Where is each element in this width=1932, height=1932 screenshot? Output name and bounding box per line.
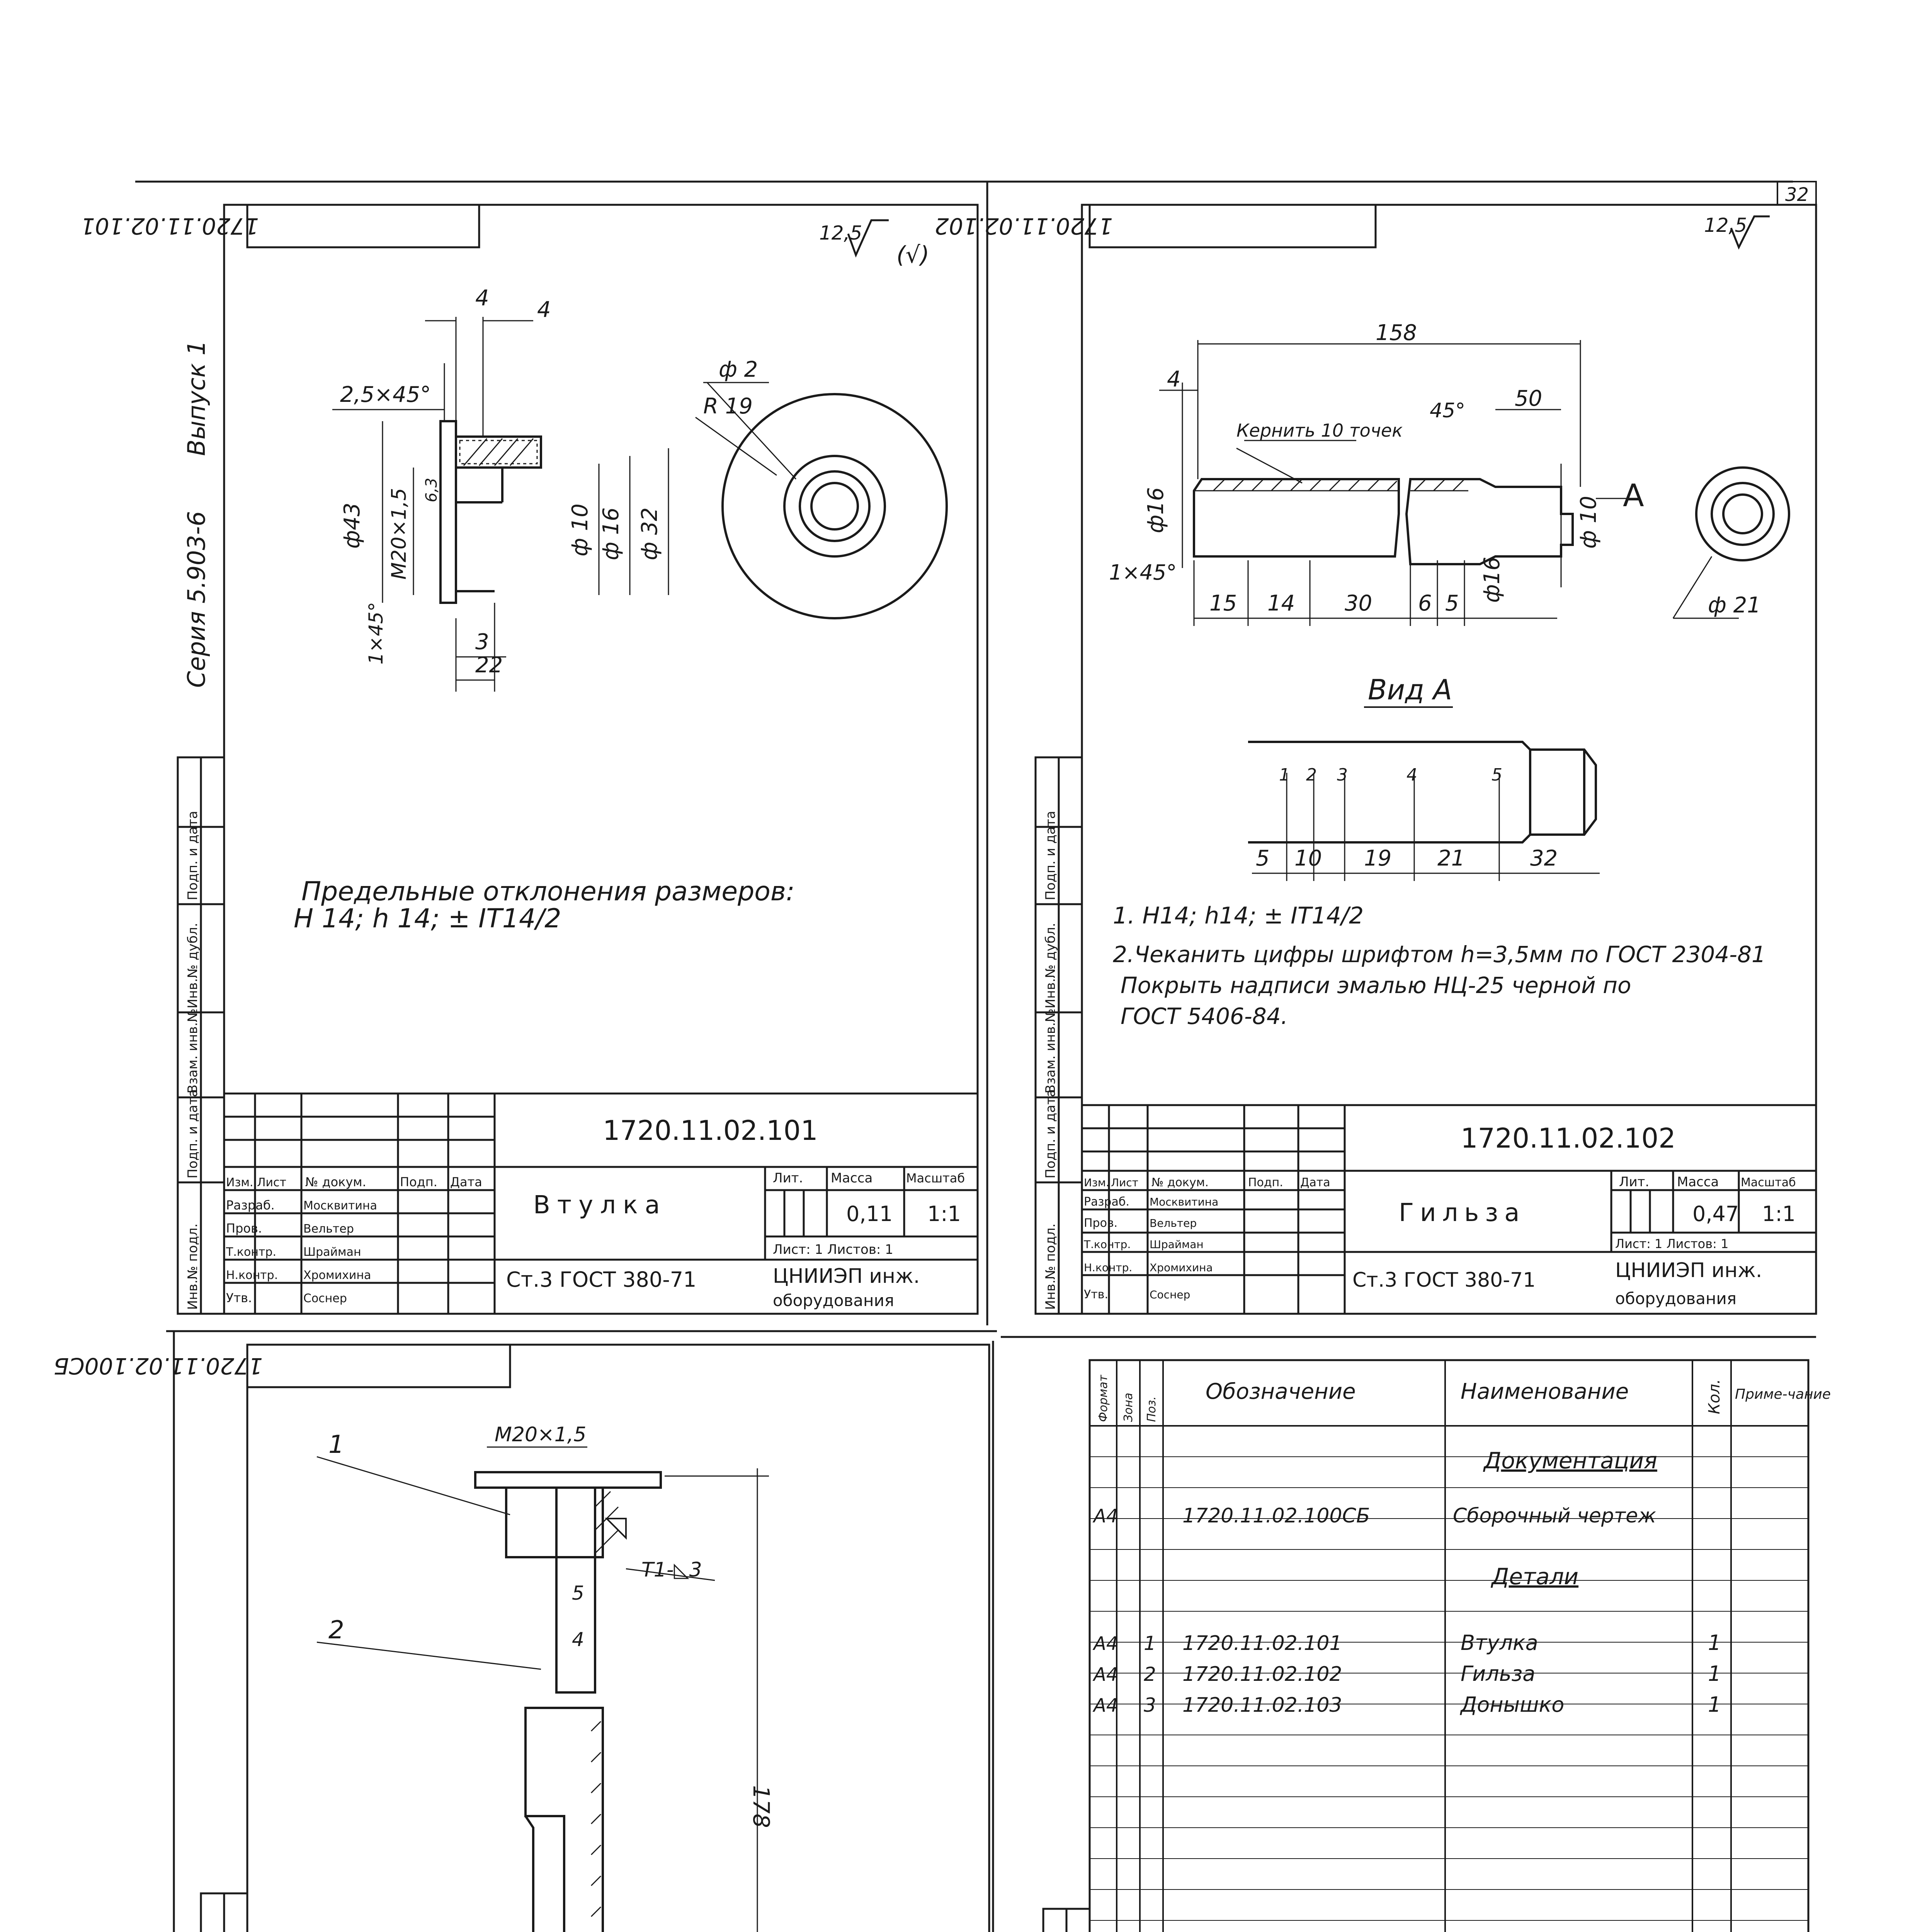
strip-inv-dubl-q2: Инв.№ дубл. bbox=[1043, 923, 1058, 1009]
dim-l3: 3 bbox=[475, 629, 489, 655]
value-razrab: Москвитина bbox=[303, 1199, 378, 1213]
mark-4: 4 bbox=[572, 1628, 584, 1651]
stamp-code-box bbox=[81, 205, 479, 247]
dim-chamfer-bottom: 1×45° bbox=[365, 602, 387, 665]
text-label: 1 bbox=[1708, 1692, 1721, 1717]
block-org-2: оборудования bbox=[773, 1291, 895, 1310]
dim-l14: 14 bbox=[1267, 591, 1295, 616]
bushing-section bbox=[440, 421, 541, 603]
strip-vzam-inv: Взам. инв.№ bbox=[185, 1008, 201, 1094]
label-prov: Пров. bbox=[226, 1221, 262, 1236]
text-label: 1 bbox=[1708, 1662, 1721, 1686]
block-material: Ст.3 ГОСТ 380-71 bbox=[506, 1267, 697, 1292]
dim-l6: 6 bbox=[1418, 591, 1432, 616]
text-label: 1720.11.02.100СБ bbox=[53, 1353, 263, 1379]
hdr-format: Формат bbox=[1097, 1375, 1110, 1422]
dim-l158: 158 bbox=[1376, 320, 1417, 345]
arrow-label-A: А bbox=[1623, 478, 1644, 514]
doc-row-name: Сборочный чертеж bbox=[1453, 1504, 1656, 1527]
mark-5: 5 bbox=[572, 1582, 584, 1604]
spec-row-1 bbox=[1092, 1631, 1721, 1655]
label-razrab-102: Разраб. bbox=[1084, 1195, 1129, 1209]
doc-row-format: А4 bbox=[1094, 1505, 1118, 1527]
dim-d32: ф 32 bbox=[637, 507, 662, 560]
label-list-102: Лист bbox=[1111, 1176, 1138, 1189]
text-label: А4 bbox=[1094, 1695, 1118, 1716]
text-label: Втулка bbox=[1461, 1631, 1538, 1655]
block-sheet-line-102: Лист: 1 Листов: 1 bbox=[1615, 1236, 1729, 1251]
label-podp-102: Подп. bbox=[1248, 1176, 1283, 1189]
view-a-label: Вид А bbox=[1368, 673, 1452, 706]
hdr-zone: Зона bbox=[1122, 1393, 1135, 1422]
text-label: Донышко bbox=[1461, 1692, 1565, 1717]
dim-d10: ф 10 bbox=[568, 503, 593, 556]
dim-w1: 4 bbox=[475, 286, 489, 311]
label-masshtab: Масштаб bbox=[906, 1171, 965, 1185]
label-lit-102: Лит. bbox=[1619, 1174, 1650, 1190]
dim-l5: 5 bbox=[1445, 591, 1459, 616]
value-tkontr: Шрайман bbox=[303, 1245, 361, 1259]
view-dim-5: 5 bbox=[1256, 846, 1270, 871]
text-label: А4 bbox=[1094, 1664, 1118, 1685]
text-label: 1720.11.02.102 bbox=[934, 213, 1113, 239]
assembly-body bbox=[475, 1472, 661, 1932]
text-label: 1720.11.02.103 bbox=[1182, 1694, 1342, 1717]
hdr-qty: Кол. bbox=[1706, 1379, 1723, 1414]
view-dim-21: 21 bbox=[1437, 846, 1465, 871]
hdr-name: Наименование bbox=[1461, 1379, 1629, 1404]
view-dim-10: 10 bbox=[1294, 846, 1322, 871]
drawing-100sb bbox=[53, 1345, 989, 1932]
block-mass-102: 0,47 bbox=[1692, 1202, 1739, 1226]
value-utv: Соснер bbox=[303, 1292, 347, 1305]
label-nkontr: Н.контр. bbox=[226, 1269, 278, 1282]
dim-l22: 22 bbox=[475, 653, 503, 678]
assembly-leaders bbox=[317, 1457, 769, 1932]
view-a-mark-2: 2 bbox=[1306, 765, 1317, 785]
section-docs: Документация bbox=[1484, 1447, 1657, 1474]
label-massa-102: Масса bbox=[1677, 1174, 1719, 1190]
sleeve-body bbox=[1194, 479, 1573, 564]
spec-row-3 bbox=[1092, 1692, 1721, 1717]
view-a-mark-1: 1 bbox=[1279, 765, 1290, 785]
text-label: 1 bbox=[1144, 1632, 1156, 1655]
label-razrab: Разраб. bbox=[226, 1198, 275, 1213]
label-nkontr-102: Н.контр. bbox=[1084, 1261, 1133, 1274]
label-massa: Масса bbox=[831, 1170, 873, 1186]
label-data: Дата bbox=[450, 1175, 482, 1189]
roughness-extra: (√) bbox=[896, 242, 930, 269]
view-a-mark-4: 4 bbox=[1406, 765, 1417, 785]
drawing-102 bbox=[935, 205, 1816, 1314]
dim-178: 178 bbox=[748, 1785, 774, 1828]
block-mass: 0,11 bbox=[846, 1202, 893, 1226]
note-4: ГОСТ 5406-84. bbox=[1121, 1003, 1288, 1029]
text-label: 32 bbox=[1785, 184, 1809, 206]
page-number bbox=[1777, 182, 1816, 206]
block-code-102: 1720.11.02.102 bbox=[1461, 1122, 1676, 1154]
side-strip-q3 bbox=[201, 1893, 247, 1932]
text-label: 1720.11.02.102 bbox=[1182, 1663, 1342, 1686]
strip-podp-data-2-q2: Подп. и дата bbox=[1043, 811, 1058, 900]
hdr-pos: Поз. bbox=[1145, 1396, 1158, 1422]
dim-l15: 15 bbox=[1209, 591, 1237, 616]
value-prov-102: Вельтер bbox=[1150, 1217, 1197, 1230]
note-3: Покрыть надписи эмалью НЦ-25 черной по bbox=[1121, 972, 1631, 998]
dim-l50: 50 bbox=[1515, 386, 1543, 411]
title-block-101 bbox=[224, 1094, 978, 1314]
callout-2: 2 bbox=[328, 1616, 344, 1645]
series-label: Серия 5.903-6 bbox=[182, 511, 211, 688]
sleeve-hatch bbox=[1194, 479, 1468, 491]
stamp-code-box-102 bbox=[935, 205, 1376, 247]
value-utv-102: Соснер bbox=[1150, 1288, 1190, 1301]
label-ndoc: № докум. bbox=[305, 1175, 366, 1189]
dim-d21: ф 21 bbox=[1708, 593, 1761, 618]
bushing-end-view bbox=[723, 394, 947, 618]
note-line-1: Предельные отклонения размеров: bbox=[301, 876, 795, 907]
view-dim-19: 19 bbox=[1364, 846, 1392, 871]
label-data-102: Дата bbox=[1300, 1176, 1330, 1189]
strip-vzam-inv-q2: Взам. инв.№ bbox=[1043, 1008, 1058, 1094]
dim-d2: ф 2 bbox=[719, 357, 758, 382]
strip-inv-podl: Инв.№ подл. bbox=[185, 1223, 201, 1310]
label-list: Лист bbox=[257, 1176, 287, 1189]
text-label: А4 bbox=[1094, 1633, 1118, 1655]
label-utv: Утв. bbox=[226, 1291, 252, 1305]
dim-l4: 4 bbox=[1167, 367, 1181, 392]
section-parts: Детали bbox=[1492, 1563, 1579, 1590]
doc-row-designation: 1720.11.02.100СБ bbox=[1182, 1504, 1370, 1527]
label-izm-102: Изм. bbox=[1084, 1176, 1109, 1189]
label-tkontr-102: Т.контр. bbox=[1084, 1238, 1131, 1251]
label-ndoc-102: № докум. bbox=[1151, 1176, 1209, 1189]
text-label: 3 bbox=[1144, 1694, 1156, 1716]
block-org-1-102: ЦНИИЭП инж. bbox=[1615, 1259, 1762, 1282]
dim-w2: 4 bbox=[537, 297, 551, 322]
dim-angle-45: 45° bbox=[1430, 399, 1466, 422]
strip-podp-data-2: Подп. и дата bbox=[185, 811, 201, 900]
dim-d16-b: ф16 bbox=[1480, 556, 1505, 603]
text-label: Гильза bbox=[1461, 1662, 1536, 1686]
label-tkontr: Т.контр. bbox=[226, 1245, 277, 1259]
value-razrab-102: Москвитина bbox=[1150, 1196, 1219, 1208]
note-1: 1. H14; h14; ± IT14/2 bbox=[1113, 902, 1364, 929]
title-block-102 bbox=[1082, 1105, 1816, 1314]
strip-inv-podl-q2: Инв.№ подл. bbox=[1043, 1223, 1058, 1310]
value-tkontr-102: Шрайман bbox=[1150, 1238, 1204, 1251]
note-2: 2.Чеканить цифры шрифтом h=3,5мм по ГОСТ 2304-81 bbox=[1113, 941, 1766, 968]
section-hatch bbox=[464, 439, 533, 466]
block-scale: 1:1 bbox=[927, 1202, 961, 1226]
value-prov: Вельтер bbox=[303, 1222, 354, 1236]
view-a-body bbox=[1248, 742, 1596, 842]
label-masshtab-102: Масштаб bbox=[1741, 1176, 1796, 1189]
dim-d16: ф 16 bbox=[599, 507, 624, 560]
strip-podp-data-1: Подп. и дата bbox=[185, 1089, 201, 1179]
view-a-mark-3: 3 bbox=[1337, 765, 1348, 785]
weld-symbol: Т1-◺3 bbox=[641, 1558, 702, 1582]
spec-row-2 bbox=[1092, 1662, 1721, 1686]
dim-d16: ф16 bbox=[1143, 487, 1168, 533]
drawing-101 bbox=[81, 205, 978, 1314]
block-name: Втулка bbox=[533, 1191, 667, 1219]
dim-chamfer-top: 2,5×45° bbox=[340, 382, 431, 407]
strip-podp-data-1-q2: Подп. и дата bbox=[1043, 1089, 1058, 1179]
dim-d10: ф 10 bbox=[1576, 496, 1601, 549]
roughness-sign-102: 12,5 bbox=[1704, 214, 1747, 236]
roughness-sign: 12,5 bbox=[819, 222, 862, 244]
text-label: 1720.11.02.101 bbox=[80, 213, 259, 239]
value-nkontr-102: Хромихина bbox=[1150, 1261, 1213, 1274]
sheet-frame bbox=[135, 182, 1816, 1932]
label-prov-102: Пров. bbox=[1084, 1216, 1118, 1230]
text-label: 1720.11.02.101 bbox=[1182, 1632, 1342, 1655]
dim-thread: М20×1,5 bbox=[388, 488, 411, 580]
block-org-1: ЦНИИЭП инж. bbox=[773, 1265, 920, 1288]
label-podp: Подп. bbox=[400, 1175, 437, 1189]
hdr-note: Приме-чание bbox=[1735, 1386, 1831, 1402]
callout-1: 1 bbox=[328, 1430, 344, 1459]
dim-6-3: 6,3 bbox=[423, 478, 440, 502]
label-utv-102: Утв. bbox=[1084, 1288, 1108, 1301]
block-code: 1720.11.02.101 bbox=[603, 1115, 818, 1146]
block-sheet-line: Лист: 1 Листов: 1 bbox=[773, 1242, 893, 1257]
block-org-2-102: оборудования bbox=[1615, 1289, 1737, 1308]
dim-chamfer: 1×45° bbox=[1109, 560, 1177, 585]
label-lit: Лит. bbox=[773, 1170, 803, 1186]
side-strip-q1 bbox=[178, 757, 224, 1314]
view-dim-32: 32 bbox=[1530, 846, 1558, 871]
text-label: 1 bbox=[1708, 1631, 1721, 1655]
stamp-code-box-100sb bbox=[53, 1345, 510, 1387]
view-a-mark-5: 5 bbox=[1492, 765, 1502, 785]
side-strip-q4 bbox=[1043, 1909, 1090, 1932]
block-scale-102: 1:1 bbox=[1762, 1202, 1796, 1226]
strip-inv-dubl: Инв.№ дубл. bbox=[185, 923, 201, 1009]
text-label: 2 bbox=[1144, 1663, 1156, 1685]
dim-r19: R 19 bbox=[703, 394, 753, 419]
specification bbox=[1090, 1360, 1831, 1932]
dim-d43: ф43 bbox=[340, 502, 365, 549]
issue-label: Выпуск 1 bbox=[182, 340, 211, 456]
value-nkontr: Хромихина bbox=[303, 1269, 371, 1282]
dim-thread-100sb: М20×1,5 bbox=[495, 1423, 587, 1446]
dim-l30: 30 bbox=[1345, 591, 1372, 616]
block-material-102: Ст.3 ГОСТ 380-71 bbox=[1352, 1269, 1536, 1292]
block-name-102: Гильза bbox=[1399, 1199, 1526, 1227]
note-line-2: H 14; h 14; ± IT14/2 bbox=[294, 903, 561, 934]
hdr-designation: Обозначение bbox=[1206, 1379, 1356, 1404]
label-izm: Изм. bbox=[226, 1176, 253, 1189]
side-strip-q2 bbox=[1036, 757, 1082, 1314]
punch-note: Кернить 10 точек bbox=[1236, 420, 1403, 441]
